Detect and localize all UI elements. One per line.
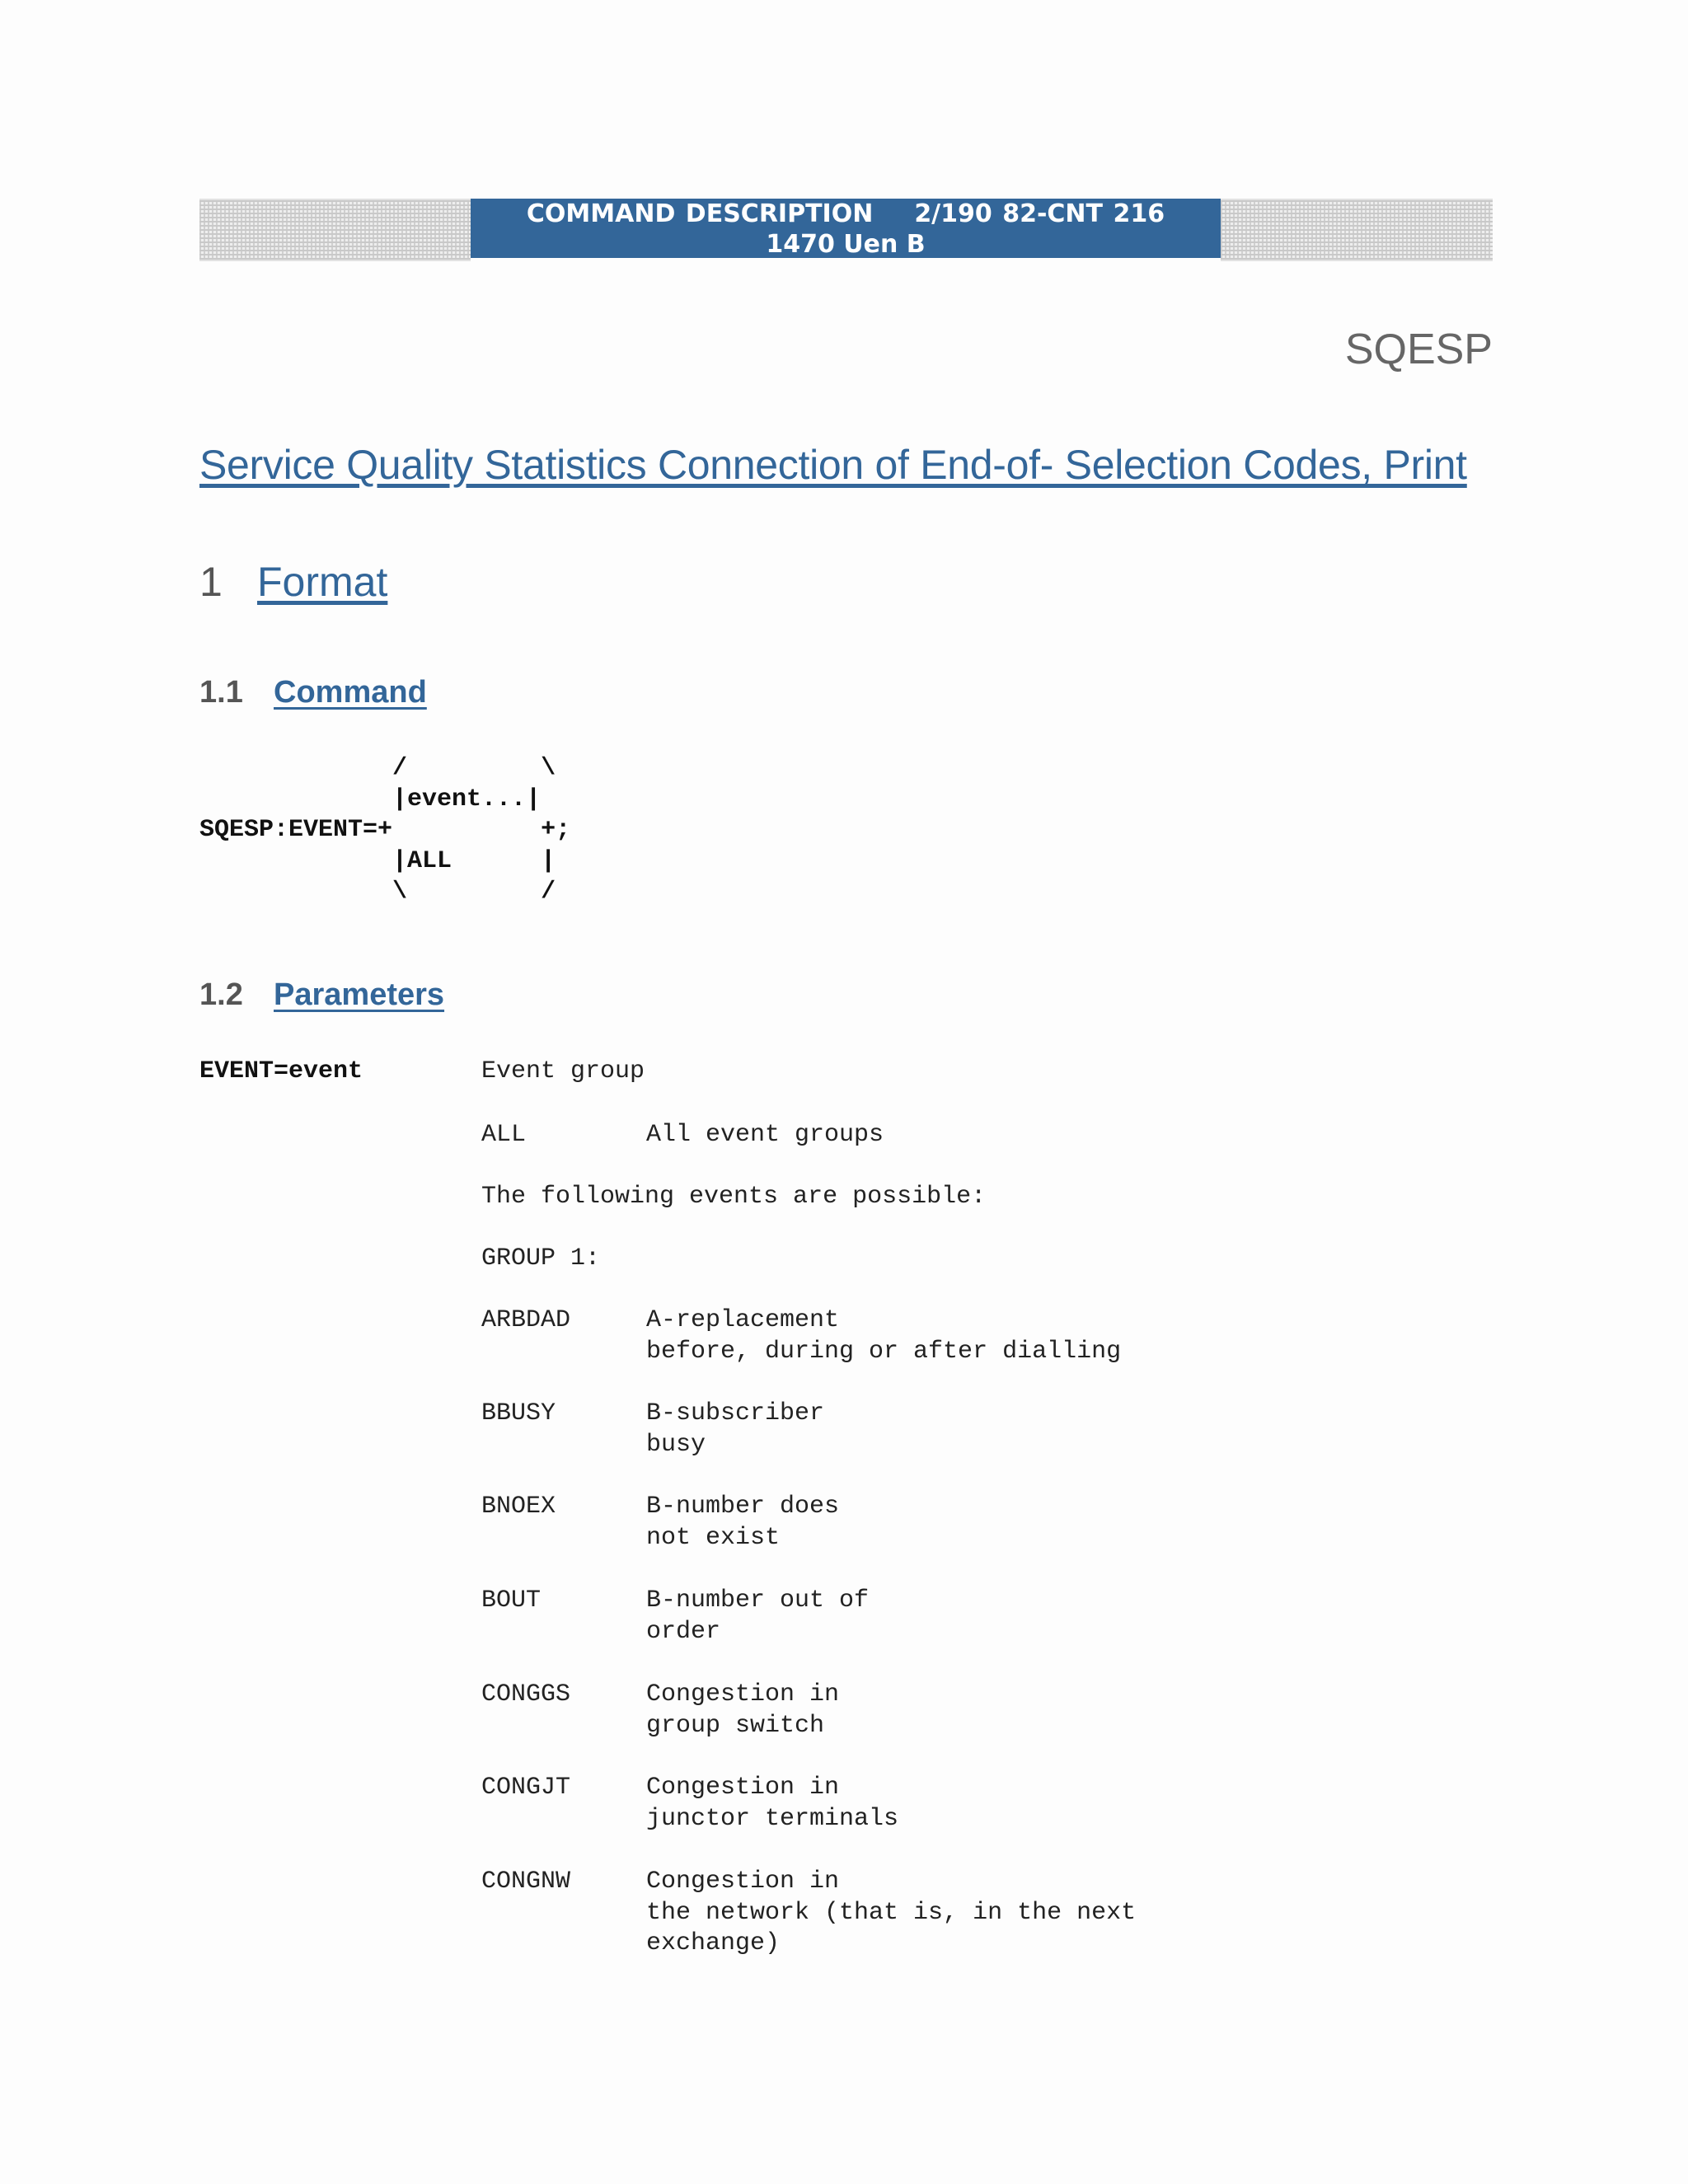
section-1-2-number: 1.2 bbox=[199, 977, 243, 1012]
command-syntax: / \ |event...| SQESP:EVENT=+ +; |ALL | \ / bbox=[199, 754, 571, 906]
group-label: GROUP 1: bbox=[481, 1244, 601, 1272]
all-description: All event groups bbox=[646, 1121, 884, 1149]
event-code: ARBDAD bbox=[481, 1306, 571, 1334]
event-description: Congestion in the network (that is, in the next exchange) bbox=[646, 1868, 1137, 1957]
section-1-number: 1 bbox=[199, 559, 223, 605]
header-doc-number: 2/190 82-CNT 216 bbox=[914, 199, 1165, 228]
event-description: B-number does not exist bbox=[646, 1493, 840, 1552]
event-description: B-number out of order bbox=[646, 1586, 870, 1646]
event-code: BNOEX bbox=[481, 1493, 556, 1521]
header-doc-suffix: 1470 Uen B bbox=[766, 230, 926, 259]
event-code: CONGGS bbox=[481, 1680, 571, 1708]
event-description: Congestion in junctor terminals bbox=[646, 1774, 899, 1833]
event-description: Congestion in group switch bbox=[646, 1680, 840, 1740]
event-description: A-replacement before, during or after dialling bbox=[646, 1306, 1122, 1366]
section-1-title[interactable]: Format bbox=[257, 559, 388, 605]
command-code: SQESP bbox=[1344, 326, 1493, 373]
event-code: BBUSY bbox=[481, 1399, 556, 1427]
document-header bbox=[471, 199, 1221, 258]
event-code: CONGJT bbox=[481, 1774, 571, 1802]
header-doc-type: COMMAND DESCRIPTION bbox=[526, 199, 874, 228]
event-code: CONGNW bbox=[481, 1868, 571, 1896]
header-line-1 bbox=[471, 199, 1221, 229]
header-pattern-right bbox=[1221, 199, 1493, 261]
section-1-1-title[interactable]: Command bbox=[274, 675, 427, 710]
section-1-2-title[interactable]: Parameters bbox=[274, 977, 445, 1012]
parameter-description: Event group bbox=[481, 1057, 645, 1085]
header-pattern-left bbox=[199, 199, 471, 261]
all-code: ALL bbox=[481, 1121, 527, 1149]
document-title[interactable]: Service Quality Statistics Connection of End-of- Selection Codes, Print bbox=[199, 442, 1467, 488]
event-description: B-subscriber busy bbox=[646, 1399, 825, 1459]
section-1-1-number: 1.1 bbox=[199, 675, 243, 710]
parameter-name: EVENT=event bbox=[199, 1057, 363, 1085]
possible-events-text: The following events are possible: bbox=[481, 1183, 987, 1211]
event-code: BOUT bbox=[481, 1586, 542, 1615]
